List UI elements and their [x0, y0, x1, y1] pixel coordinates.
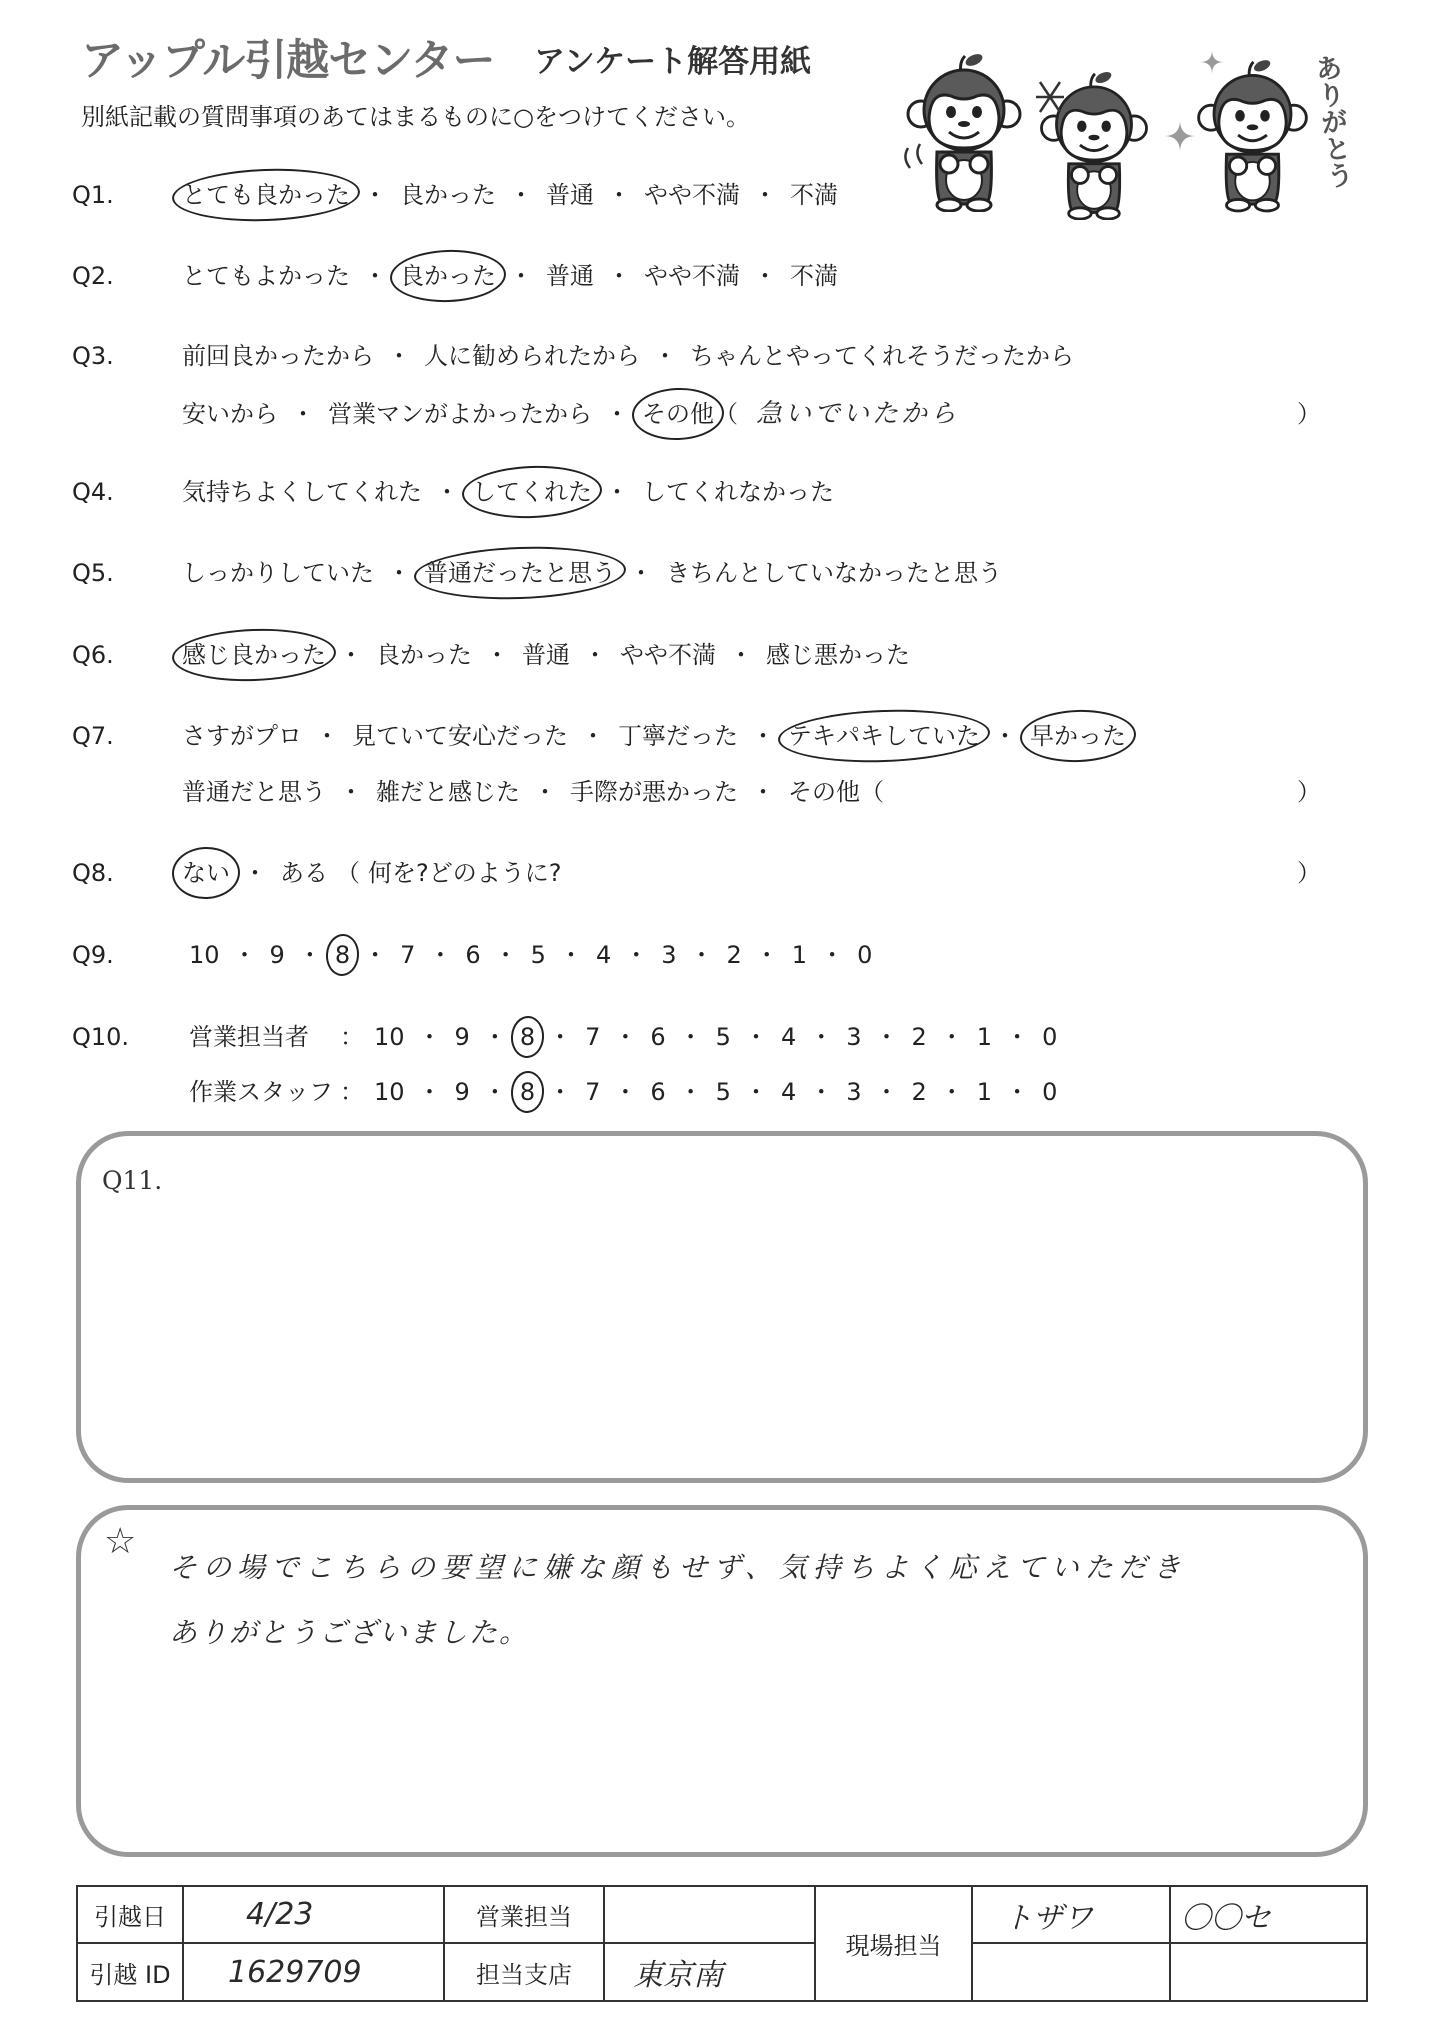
separator-dot: ・ — [607, 262, 631, 290]
separator-dot: ・ — [387, 342, 411, 370]
answer-option: 不満 — [790, 262, 838, 290]
answer-option: その他 — [788, 778, 860, 806]
separator-dot: ・ — [939, 1023, 964, 1051]
answer-options — [182, 639, 910, 671]
separator-dot: ・ — [613, 1023, 638, 1051]
close-parenthesis: ） — [1297, 778, 1321, 806]
separator-dot: ・ — [485, 641, 509, 669]
separator-dot: ・ — [820, 941, 845, 969]
question-number: Q7. — [72, 722, 114, 750]
separator-dot: ・ — [428, 941, 453, 969]
answer-option: 営業マンがよかったから — [328, 400, 592, 428]
sales-rep-label: 営業担当 — [444, 1886, 604, 1943]
answer-option: 3 — [661, 941, 677, 969]
answer-option: 1 — [976, 1023, 993, 1051]
question-line — [0, 476, 1433, 508]
separator-dot: ・ — [548, 1023, 573, 1051]
answer-option: 4 — [595, 941, 612, 969]
answer-option: 1 — [791, 941, 808, 969]
answer-option: 9 — [454, 1078, 470, 1106]
site-staff-value: 〇〇セ — [1181, 1900, 1271, 1936]
question-line — [0, 179, 1433, 211]
mascot-thanks-text: ありがとう — [1309, 52, 1354, 191]
separator-dot: ・ — [754, 941, 779, 969]
separator-dot: ・ — [613, 1078, 638, 1106]
separator-dot: ・ — [624, 941, 649, 969]
answer-option: 5 — [715, 1023, 731, 1051]
question-line — [0, 857, 1433, 889]
close-parenthesis: ） — [1297, 859, 1321, 887]
separator-dot: ・ — [753, 181, 777, 209]
close-parenthesis: ） — [1297, 400, 1321, 428]
open-parenthesis: （ — [336, 859, 360, 887]
separator-dot: ・ — [689, 941, 714, 969]
separator-dot: ・ — [363, 941, 388, 969]
branch-value: 東京南 — [633, 1958, 723, 1993]
handwritten-answer: 急いでいたから — [756, 399, 960, 429]
answer-option: 不満 — [790, 181, 838, 209]
answer-option: 10 — [374, 1078, 405, 1106]
separator-dot: ・ — [339, 778, 363, 806]
separator-dot: ・ — [1005, 1078, 1030, 1106]
answer-options — [182, 1021, 1057, 1053]
question-number: Q3. — [72, 342, 114, 370]
answer-option: 0 — [1042, 1078, 1058, 1106]
separator-dot: ・ — [509, 181, 533, 209]
circled-answer-option: 8 — [519, 1023, 536, 1051]
other-prompt: 何を?どのように? — [368, 859, 562, 887]
q11-answer-box — [76, 1131, 1368, 1483]
answer-option: ある — [280, 859, 328, 887]
question-line — [0, 398, 1433, 430]
colon: ： — [340, 1078, 364, 1106]
separator-dot: ・ — [993, 722, 1017, 750]
answer-option: 人に勧められたから — [424, 342, 640, 370]
separator-dot: ・ — [363, 262, 387, 290]
site-staff-cell — [972, 1886, 1170, 1943]
answer-option: 7 — [400, 941, 416, 969]
site-staff-label: 現場担当 — [815, 1886, 972, 2001]
rating-target-label: 作業スタッフ — [189, 1078, 333, 1106]
circled-answer-option: 早かった — [1030, 722, 1126, 750]
circled-answer-option: テキパキしていた — [788, 722, 980, 750]
answer-option: 6 — [650, 1078, 666, 1106]
empty-cell — [1170, 1943, 1367, 2001]
answer-options — [182, 340, 1074, 372]
moving-info-table — [76, 1885, 1368, 2002]
question-line — [0, 776, 1433, 808]
question-number: Q10. — [72, 1023, 130, 1051]
circled-answer-option: 普通だったと思う — [424, 559, 616, 587]
circled-answer-option: 8 — [334, 941, 351, 969]
separator-dot: ・ — [482, 1023, 507, 1051]
move-date-label: 引越日 — [77, 1886, 183, 1943]
separator-dot: ・ — [435, 478, 459, 506]
separator-dot: ・ — [291, 400, 315, 428]
answer-option: 0 — [1042, 1023, 1058, 1051]
move-date-value: 4/23 — [246, 1897, 314, 1932]
table-row — [77, 1886, 1367, 1943]
site-staff-cell — [1170, 1886, 1367, 1943]
handwritten-comment-line: ありがとうございました。 — [169, 1616, 530, 1649]
move-id-label: 引越 ID — [77, 1943, 183, 2001]
answer-option: さすがプロ — [182, 722, 302, 750]
separator-dot: ・ — [678, 1078, 703, 1106]
move-id-cell — [183, 1943, 444, 2001]
circled-answer-option: 感じ良かった — [182, 641, 326, 669]
answer-option: 5 — [530, 941, 546, 969]
colon: ： — [340, 1023, 364, 1051]
separator-dot: ・ — [533, 778, 557, 806]
answer-options — [182, 939, 872, 971]
answer-option: 0 — [857, 941, 873, 969]
question-number: Q6. — [72, 641, 114, 669]
separator-dot: ・ — [607, 181, 631, 209]
separator-dot: ・ — [809, 1023, 834, 1051]
answer-options — [182, 260, 838, 292]
separator-dot: ・ — [243, 859, 267, 887]
branch-cell — [604, 1943, 815, 2001]
answer-option: きちんとしていなかったと思う — [666, 559, 1002, 587]
question-number: Q1. — [72, 181, 114, 209]
answer-option: 1 — [976, 1078, 993, 1106]
question-line — [0, 1021, 1433, 1053]
separator-dot: ・ — [1005, 1023, 1030, 1051]
answer-option: しっかりしていた — [182, 559, 374, 587]
separator-dot: ・ — [751, 722, 775, 750]
answer-option: やや不満 — [644, 181, 740, 209]
form-title: アンケート解答用紙 — [534, 44, 812, 80]
separator-dot: ・ — [232, 941, 257, 969]
answer-option: 7 — [585, 1023, 601, 1051]
separator-dot: ・ — [653, 342, 677, 370]
answer-options — [182, 1076, 1057, 1108]
answer-option: 良かった — [400, 181, 496, 209]
move-id-value: 1629709 — [228, 1954, 362, 1990]
circled-answer-option: その他 — [642, 400, 714, 428]
answer-option: 6 — [650, 1023, 666, 1051]
question-number: Q2. — [72, 262, 114, 290]
answer-options — [182, 179, 838, 211]
question-number: Q5. — [72, 559, 114, 587]
open-parenthesis: （ — [860, 778, 884, 806]
move-date-cell — [183, 1886, 444, 1943]
separator-dot: ・ — [605, 478, 629, 506]
separator-dot: ・ — [387, 559, 411, 587]
separator-dot: ・ — [939, 1078, 964, 1106]
circled-answer-option: ない — [182, 859, 230, 887]
company-name: アップル引越センター — [81, 36, 495, 86]
circled-answer-option: してくれた — [472, 478, 592, 506]
answer-option: 9 — [454, 1023, 470, 1051]
circled-answer-option: とても良かった — [182, 181, 350, 209]
separator-dot: ・ — [548, 1078, 573, 1106]
rating-target-label: 営業担当者 — [189, 1023, 309, 1051]
question-line — [0, 1076, 1433, 1108]
separator-dot: ・ — [509, 262, 533, 290]
question-line — [0, 260, 1433, 292]
question-number: Q11. — [102, 1166, 163, 1195]
answer-option: 6 — [465, 941, 481, 969]
answer-option: 普通だと思う — [182, 778, 326, 806]
separator-dot: ・ — [493, 941, 518, 969]
separator-dot: ・ — [558, 941, 583, 969]
circled-answer-option: 8 — [519, 1078, 536, 1106]
answer-option: 2 — [726, 941, 742, 969]
answer-option: 感じ悪かった — [766, 641, 910, 669]
question-line — [0, 340, 1433, 372]
instruction-text: 別紙記載の質問事項のあてはまるものに○をつけてください。 — [81, 103, 750, 131]
empty-cell — [972, 1943, 1170, 2001]
answer-option: 10 — [374, 1023, 405, 1051]
answer-option: とてもよかった — [182, 262, 350, 290]
site-staff-value: トザワ — [1003, 1900, 1093, 1936]
separator-dot: ・ — [753, 262, 777, 290]
answer-option: 手際が悪かった — [570, 778, 738, 806]
separator-dot: ・ — [583, 641, 607, 669]
separator-dot: ・ — [482, 1078, 507, 1106]
separator-dot: ・ — [315, 722, 339, 750]
separator-dot: ・ — [581, 722, 605, 750]
separator-dot: ・ — [363, 181, 387, 209]
separator-dot: ・ — [678, 1023, 703, 1051]
separator-dot: ・ — [743, 1078, 768, 1106]
question-number: Q9. — [72, 941, 114, 969]
separator-dot: ・ — [743, 1023, 768, 1051]
separator-dot: ・ — [874, 1023, 899, 1051]
open-parenthesis: （ — [714, 400, 738, 428]
answer-option: 3 — [846, 1023, 862, 1051]
question-number: Q4. — [72, 478, 114, 506]
star-icon: ☆ — [104, 1521, 137, 1562]
answer-options — [182, 398, 959, 430]
answer-option: やや不満 — [644, 262, 740, 290]
answer-options — [182, 857, 561, 889]
branch-label: 担当支店 — [444, 1943, 604, 2001]
answer-option: 気持ちよくしてくれた — [182, 478, 422, 506]
answer-option: 見ていて安心だった — [352, 722, 568, 750]
question-line — [0, 939, 1433, 971]
separator-dot: ・ — [874, 1078, 899, 1106]
answer-option: 4 — [780, 1023, 797, 1051]
question-number: Q8. — [72, 859, 114, 887]
answer-option: 9 — [269, 941, 285, 969]
answer-options — [182, 476, 834, 508]
separator-dot: ・ — [729, 641, 753, 669]
answer-option: 普通 — [546, 181, 594, 209]
answer-option: 良かった — [376, 641, 472, 669]
separator-dot: ・ — [605, 400, 629, 428]
question-line — [0, 639, 1433, 671]
separator-dot: ・ — [339, 641, 363, 669]
answer-options — [182, 720, 1126, 752]
circled-answer-option: 良かった — [400, 262, 496, 290]
answer-option: やや不満 — [620, 641, 716, 669]
handwritten-comment-line: その場でこちらの要望に嫌な顔もせず、気持ちよく応えていただき — [169, 1551, 1187, 1584]
separator-dot: ・ — [417, 1078, 442, 1106]
separator-dot: ・ — [629, 559, 653, 587]
separator-dot: ・ — [297, 941, 322, 969]
answer-option: 雑だと感じた — [376, 778, 520, 806]
answer-option: してくれなかった — [642, 478, 834, 506]
question-line — [0, 557, 1433, 589]
answer-option: ちゃんとやってくれそうだったから — [690, 342, 1074, 370]
answer-option: 丁寧だった — [618, 722, 738, 750]
answer-option: 3 — [846, 1078, 862, 1106]
question-line — [0, 720, 1433, 752]
separator-dot: ・ — [751, 778, 775, 806]
answer-option: 普通 — [522, 641, 570, 669]
answer-option: 10 — [189, 941, 220, 969]
answer-option: 2 — [911, 1078, 927, 1106]
answer-option: 普通 — [546, 262, 594, 290]
answer-options — [182, 776, 884, 808]
answer-option: 7 — [585, 1078, 601, 1106]
separator-dot: ・ — [417, 1023, 442, 1051]
answer-option: 5 — [715, 1078, 731, 1106]
answer-option: 安いから — [182, 400, 278, 428]
table-row — [77, 1943, 1367, 2001]
answer-option: 前回良かったから — [182, 342, 374, 370]
sales-rep-cell — [604, 1886, 815, 1943]
separator-dot: ・ — [809, 1078, 834, 1106]
answer-option: 4 — [780, 1078, 797, 1106]
answer-options — [182, 557, 1002, 589]
answer-option: 2 — [911, 1023, 927, 1051]
